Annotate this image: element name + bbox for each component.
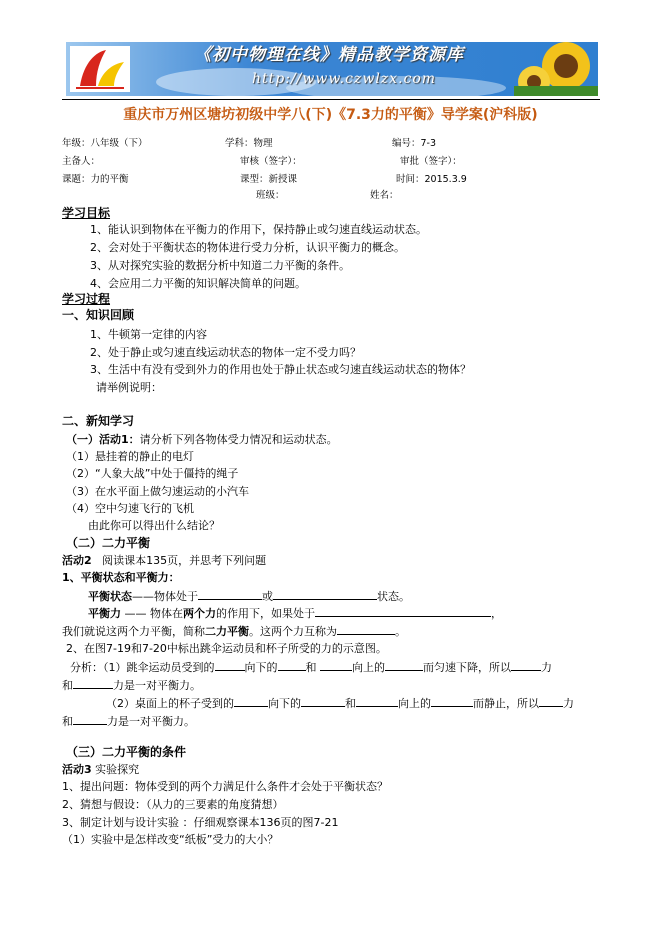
banner-url: http://www.czwlzx.com — [252, 71, 437, 87]
activity1-item: （1）悬挂着的静止的电灯 — [66, 450, 194, 463]
meta-grade: 年级：八年级（下） — [62, 138, 148, 149]
activity1-text: 请分析下列各物体受力情况和运动状态。 — [139, 433, 338, 446]
blank[interactable] — [337, 623, 395, 635]
balance-state-line: 平衡状态——物体处于 或 状态。 — [88, 590, 410, 603]
blank[interactable] — [511, 659, 541, 671]
meta-lesson-type: 课型：新授课 — [240, 174, 298, 185]
activity3-step: （1）实验中是怎样改变“纸板”受力的大小？ — [62, 833, 279, 846]
blank[interactable] — [215, 659, 245, 671]
activity1-label: （一）活动1： — [66, 433, 140, 446]
activity1-item: （3）在水平面上做匀速运动的小汽车 — [66, 485, 249, 498]
banner-title: 《初中物理在线》精品教学资源库 — [194, 45, 464, 65]
question-2: 2、在图7-19和7-20中标出跳伞运动员和杯子所受的力的示意图。 — [66, 642, 387, 655]
meta-time: 时间：2015.3.9 — [396, 174, 467, 185]
analysis-2-line2: 和 力是一对平衡力。 — [62, 715, 195, 728]
meta-subject: 学科：物理 — [225, 138, 273, 149]
goal-item: 1、能认识到物体在平衡力的作用下，保持静止或匀速直线运动状态。 — [90, 223, 427, 236]
blank[interactable] — [73, 713, 107, 725]
activity3-label: 活动3 — [62, 763, 92, 776]
meta-number: 编号：7-3 — [392, 138, 437, 149]
activity1-item: （2）“人象大战”中处于僵持的绳子 — [66, 467, 239, 480]
document-title: 重庆市万州区塘坊初级中学八(下)《7.3力的平衡》导学案(沪科版) — [123, 107, 538, 123]
goals-heading: 学习目标 — [62, 206, 111, 220]
review-item: 1、牛顿第一定律的内容 — [90, 328, 207, 341]
analysis-2-line: （2）桌面上的杯子受到的 向下的 和 向上的 而静止，所以 力 — [106, 697, 574, 710]
activity3-step: 2、猜想与假设：（从力的三要素的角度猜想） — [62, 798, 284, 811]
section2-heading: （二）二力平衡 — [66, 536, 151, 550]
logo-icon — [70, 46, 130, 92]
blank[interactable] — [431, 695, 473, 707]
goal-item: 4、会应用二力平衡的知识解决简单的问题。 — [90, 277, 306, 290]
meta-name: 姓名： — [370, 190, 399, 201]
blank[interactable] — [273, 588, 377, 600]
blank[interactable] — [301, 695, 345, 707]
new-learning-heading: 二、新知学习 — [62, 414, 135, 428]
activity1-conclusion: 由此你可以得出什么结论？ — [88, 519, 220, 532]
activity1-line — [66, 432, 338, 447]
analysis-1-line2: 和 力是一对平衡力。 — [62, 679, 201, 692]
blank[interactable] — [278, 659, 306, 671]
meta-topic: 课题：力的平衡 — [62, 174, 129, 185]
goal-item: 3、从对探究实验的数据分析中知道二力平衡的条件。 — [90, 259, 350, 272]
activity2-line — [62, 553, 266, 568]
blank[interactable] — [315, 605, 491, 617]
meta-editor: 主备人： — [62, 156, 101, 167]
balance-force-label: 平衡力 — [88, 607, 121, 620]
review-item: 2、处于静止或匀速直线运动状态的物体一定不受力吗？ — [90, 346, 361, 359]
question-1: 1、平衡状态和平衡力： — [62, 571, 180, 584]
activity3-step: 1、提出问题：物体受到的两个力满足什么条件才会处于平衡状态？ — [62, 780, 388, 793]
blank[interactable] — [385, 659, 423, 671]
section3-heading: （三）二力平衡的条件 — [66, 745, 187, 759]
activity2-label: 活动2 — [62, 554, 92, 567]
review-heading: 一、知识回顾 — [62, 308, 135, 322]
header-divider — [62, 99, 600, 100]
blank[interactable] — [73, 677, 113, 689]
header-banner — [66, 42, 598, 96]
meta-class: 班级： — [256, 190, 285, 201]
goal-item: 2、会对处于平衡状态的物体进行受力分析，认识平衡力的概念。 — [90, 241, 405, 254]
process-heading: 学习过程 — [62, 292, 111, 306]
blank[interactable] — [198, 588, 262, 600]
activity3-line — [62, 762, 139, 777]
balance-call-line: 我们就说这两个力平衡，简称二力平衡。这两个力互称为 。 — [62, 625, 406, 638]
review-item: 3、生活中有没有受到外力的作用也处于静止状态或匀速直线运动状态的物体？ — [90, 363, 471, 376]
activity2-text: 阅读课本135页，并思考下列问题 — [102, 554, 267, 567]
review-item: 请举例说明： — [96, 381, 162, 394]
analysis-1-line: 分析：（1）跳伞运动员受到的 向下的 和 向上的 而匀速下降，所以 力 — [70, 661, 552, 674]
blank[interactable] — [356, 695, 398, 707]
balance-state-label: 平衡状态 — [88, 590, 132, 603]
blank[interactable] — [320, 659, 352, 671]
blank[interactable] — [234, 695, 268, 707]
activity3-step: 3、制定计划与设计实验 ：仔细观察课本136页的图7-21 — [62, 816, 339, 829]
balance-force-line: 平衡力 —— 物体在两个力的作用下，如果处于 ， — [88, 607, 502, 620]
activity3-text: 实验探究 — [95, 763, 140, 776]
blank[interactable] — [539, 695, 563, 707]
meta-reviewer: 审核（签字）： — [240, 156, 302, 167]
meta-approver: 审批（签字）： — [400, 156, 462, 167]
activity1-item: （4）空中匀速飞行的飞机 — [66, 502, 194, 515]
